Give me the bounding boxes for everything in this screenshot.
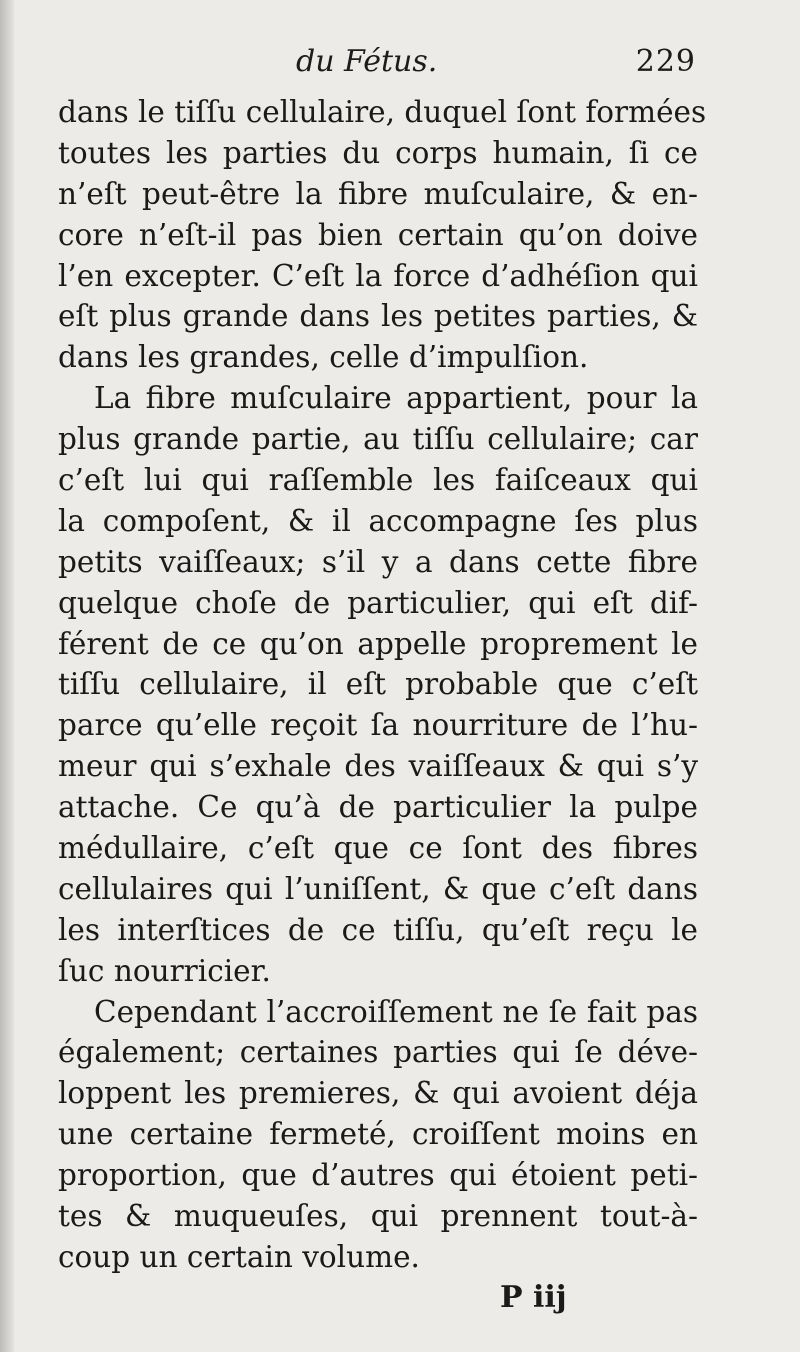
running-head (56, 42, 696, 86)
text-line: quelque choſe de particulier, qui eſt dif- (58, 585, 698, 620)
text-line: dans les grandes, celle d’impulſion. (58, 340, 589, 375)
text-line: La fibre muſculaire appartient, pour la (94, 381, 698, 416)
text-line: également; certaines parties qui ſe déve- (58, 1035, 698, 1070)
text-line: attache. Ce qu’à de particulier la pulpe (58, 790, 698, 825)
text-line: tes & muqueuſes, qui prennent tout-à- (58, 1199, 698, 1234)
body-text (58, 92, 707, 1278)
text-line: ſuc nourricier. (58, 953, 271, 988)
page-gutter-shadow (0, 0, 14, 1352)
text-line: l’en excepter. C’eſt la force d’adhéſion qui (58, 258, 698, 293)
paragraph-1 (58, 92, 707, 378)
text-line: eſt plus grande dans les petites parties, & (58, 299, 698, 334)
paragraph-2 (58, 378, 698, 991)
text-line: proportion, que d’autres qui étoient peti- (58, 1158, 698, 1193)
text-line: meur qui s’exhale des vaiſſeaux & qui s’y (58, 749, 698, 784)
text-line: loppent les premieres, & qui avoient déja (58, 1076, 698, 1111)
text-line: les interſtices de ce tiſſu, qu’eſt reçu le (58, 912, 698, 947)
text-line: cellulaires qui l’uniſſent, & que c’eſt dans (58, 871, 698, 906)
text-line: toutes les parties du corps humain, ſi ce (58, 135, 698, 170)
text-line: parce qu’elle reçoit ſa nourriture de l’hu- (58, 708, 698, 743)
text-line: c’eſt lui qui raſſemble les faiſceaux qui (58, 463, 698, 498)
text-line: coup un certain volume. (58, 1239, 420, 1274)
text-line: plus grande partie, au tiſſu cellulaire; car (58, 422, 698, 457)
text-line: la compoſent, & il accompagne ſes plus (58, 503, 698, 538)
printer-signature-mark: P iij (500, 1280, 567, 1315)
text-line: Cependant l’accroiſſement ne ſe fait pas (94, 994, 698, 1029)
text-line: petits vaiſſeaux; s’il y a dans cette fibre (58, 544, 698, 579)
text-line: tiſſu cellulaire, il eſt probable que c’eſt (58, 667, 698, 702)
text-line: férent de ce qu’on appelle proprement le (58, 626, 698, 661)
text-line: core n’eſt-il pas bien certain qu’on doive (58, 217, 698, 252)
text-line: médullaire, c’eſt que ce ſont des fibres (58, 831, 698, 866)
page-number: 229 (635, 44, 696, 79)
running-title: du Fétus. (296, 44, 438, 79)
text-line: n’eſt peut-être la fibre muſculaire, & en- (58, 176, 698, 211)
paragraph-3 (58, 992, 698, 1278)
text-line: dans le tiſſu cellulaire, duquel ſont formées (58, 95, 707, 129)
text-line: une certaine fermeté, croiſſent moins en (58, 1117, 698, 1152)
